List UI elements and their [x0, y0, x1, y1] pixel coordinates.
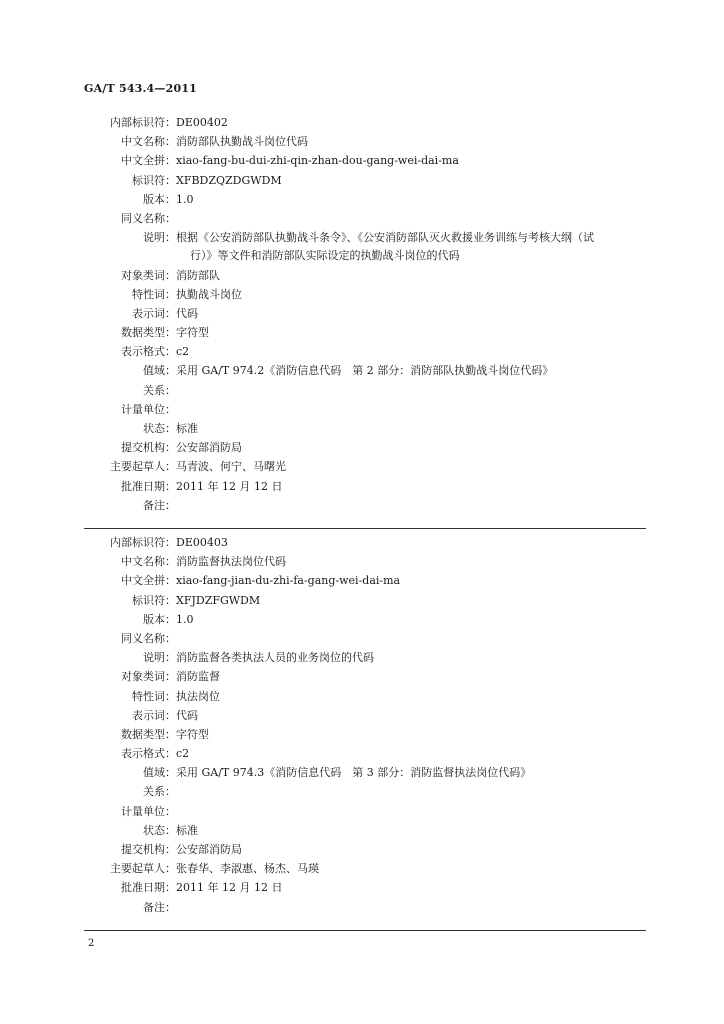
field-row	[0, 419, 724, 438]
field-row	[0, 132, 724, 151]
field-row	[0, 782, 724, 801]
field-label: 状态：	[143, 823, 176, 837]
field-label: 版本：	[143, 192, 176, 206]
field-row	[0, 840, 724, 859]
field-label: 特性词：	[132, 287, 176, 301]
field-value: 标准	[176, 823, 198, 837]
field-row	[0, 533, 724, 552]
field-value: 2011 年 12 月 12 日	[176, 881, 283, 895]
field-row	[0, 477, 724, 496]
field-value: 消防部队	[176, 268, 220, 282]
field-value: xiao-fang-jian-du-zhi-fa-gang-wei-dai-ma	[176, 574, 401, 588]
field-value: 消防监督	[176, 670, 220, 684]
field-value: xiao-fang-bu-dui-zhi-qin-zhan-dou-gang-wei-dai-ma	[176, 154, 459, 168]
field-value: 消防监督执法岗位代码	[176, 555, 286, 569]
field-value: c2	[176, 345, 190, 359]
entry-divider	[84, 528, 646, 529]
field-label: 提交机构：	[121, 843, 176, 856]
field-row	[0, 687, 724, 706]
field-label: 中文名称：	[121, 555, 176, 569]
field-label: 同义名称：	[121, 211, 176, 225]
document-code: GA/T 543.4—2011	[84, 82, 198, 95]
field-value: 字符型	[176, 727, 209, 741]
field-row	[0, 591, 724, 610]
field-row	[0, 151, 724, 170]
field-row	[0, 228, 724, 247]
field-value: 执勤战斗岗位	[176, 287, 242, 301]
field-row	[0, 438, 724, 457]
field-label: 内部标识符：	[110, 536, 176, 549]
footer-rule	[84, 930, 646, 931]
field-label: 表示格式：	[121, 747, 176, 761]
field-label: 关系：	[143, 785, 176, 799]
field-label: 同义名称：	[121, 631, 176, 645]
field-label: 标识符：	[132, 593, 176, 607]
field-value: 2011 年 12 月 12 日	[176, 479, 283, 493]
field-row	[0, 457, 724, 476]
field-value: 张春华、李淑惠、杨杰、马瑛	[176, 862, 319, 876]
field-row	[0, 744, 724, 763]
field-value-continuation: 行）》等文件和消防部队实际设定的执勤战斗岗位的代码	[190, 249, 460, 263]
field-value: 采用 GA/T 974.2《消防信息代码 第 2 部分：消防部队执勤战斗岗位代码》	[176, 364, 554, 378]
field-label: 值域：	[143, 766, 176, 780]
field-value: 消防监督各类执法人员的业务岗位的代码	[176, 651, 374, 665]
field-value: 代码	[176, 306, 198, 320]
field-label: 表示词：	[132, 306, 176, 320]
field-label: 中文名称：	[121, 135, 176, 149]
field-value: 消防部队执勤战斗岗位代码	[176, 135, 308, 149]
field-value: XFJDZFGWDM	[176, 593, 261, 607]
data-element-entry	[0, 113, 724, 515]
field-label: 中文全拼：	[121, 574, 176, 588]
field-row	[0, 629, 724, 648]
field-row	[0, 496, 724, 515]
field-row	[0, 400, 724, 419]
field-label: 标识符：	[132, 173, 176, 187]
field-row	[0, 304, 724, 323]
field-row	[0, 113, 724, 132]
field-value: 1.0	[176, 192, 194, 206]
field-row	[0, 667, 724, 686]
field-value: 执法岗位	[176, 689, 220, 703]
field-label: 说明：	[143, 651, 176, 665]
field-label: 数据类型：	[121, 326, 176, 340]
field-value: 公安部消防局	[176, 441, 242, 455]
field-value: XFBDZQZDGWDM	[176, 173, 282, 187]
field-label: 表示格式：	[121, 345, 176, 359]
field-label: 提交机构：	[121, 441, 176, 455]
field-label: 批准日期：	[121, 479, 176, 493]
field-row	[0, 266, 724, 285]
field-value: 采用 GA/T 974.3《消防信息代码 第 3 部分：消防监督执法岗位代码》	[176, 766, 532, 780]
field-value: 1.0	[176, 612, 194, 626]
page-number: 2	[88, 938, 95, 949]
field-label: 状态：	[143, 422, 176, 435]
field-row	[0, 725, 724, 744]
field-label: 对象类词：	[121, 268, 176, 282]
field-label: 备注：	[143, 900, 176, 914]
field-row	[0, 610, 724, 629]
field-row	[0, 648, 724, 667]
field-row	[0, 802, 724, 821]
field-continuation-row	[0, 246, 724, 265]
field-label: 主要起草人：	[110, 460, 176, 474]
field-row	[0, 323, 724, 342]
field-row	[0, 571, 724, 590]
field-row	[0, 190, 724, 209]
field-row	[0, 763, 724, 782]
field-row	[0, 898, 724, 917]
field-row	[0, 878, 724, 897]
field-row	[0, 171, 724, 190]
field-value: 字符型	[176, 326, 209, 340]
field-row	[0, 821, 724, 840]
field-label: 数据类型：	[121, 727, 176, 741]
field-row	[0, 859, 724, 878]
field-label: 批准日期：	[121, 881, 176, 895]
field-row	[0, 381, 724, 400]
field-label: 关系：	[143, 383, 176, 397]
field-label: 值域：	[143, 364, 176, 378]
field-label: 计量单位：	[121, 804, 176, 818]
field-row	[0, 285, 724, 304]
field-row	[0, 552, 724, 571]
field-label: 表示词：	[132, 708, 176, 722]
field-value: 标准	[176, 422, 198, 435]
field-label: 说明：	[143, 231, 176, 245]
field-label: 主要起草人：	[110, 862, 176, 876]
field-label: 中文全拼：	[121, 154, 176, 168]
field-value: 根据《公安消防部队执勤战斗条令》、《公安消防部队灭火救援业务训练与考核大纲（试	[176, 231, 594, 245]
field-row	[0, 209, 724, 228]
field-row	[0, 361, 724, 380]
field-row	[0, 706, 724, 725]
field-label: 内部标识符：	[110, 116, 176, 129]
field-value: 马青波、何宁、马曙光	[176, 460, 286, 474]
field-label: 版本：	[143, 612, 176, 626]
field-value: DE00403	[176, 536, 228, 549]
data-element-entry	[0, 533, 724, 917]
field-label: 备注：	[143, 498, 176, 512]
field-value: DE00402	[176, 116, 228, 129]
field-label: 计量单位：	[121, 402, 176, 416]
field-value: c2	[176, 747, 190, 761]
field-label: 特性词：	[132, 689, 176, 703]
field-value: 公安部消防局	[176, 843, 242, 856]
field-label: 对象类词：	[121, 670, 176, 684]
field-value: 代码	[176, 708, 198, 722]
field-row	[0, 342, 724, 361]
